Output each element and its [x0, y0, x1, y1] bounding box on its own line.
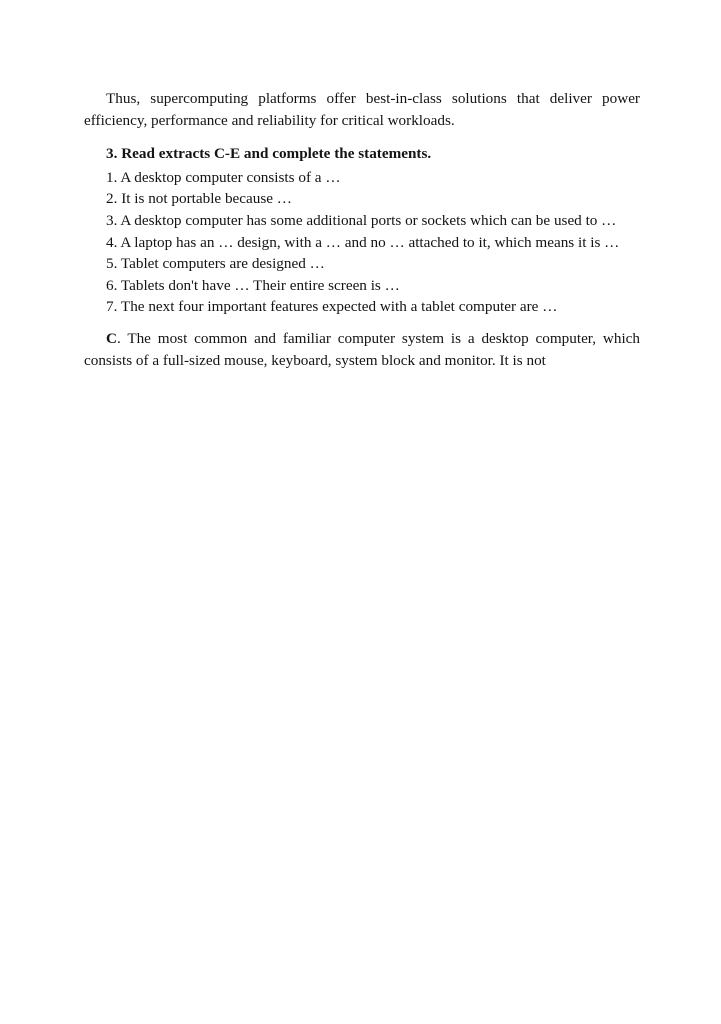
extract-c [84, 328, 640, 371]
task-item: 7. The next four important features expected with a tablet computer are … [106, 298, 558, 316]
task-item: 6. Tablets don't have … Their entire screen is … [106, 276, 400, 294]
intro-paragraph: Thus, supercomputing platforms offer best-in-class solutions that deliver power efficiency, performance and reliability for critical workloads. [84, 90, 640, 129]
task-item: 3. A desktop computer has some additional ports or sockets which can be used to … [106, 211, 617, 229]
task-heading: 3. Read extracts C-E and complete the statements. [106, 145, 432, 163]
task-item: 4. A laptop has an … design, with a … and no … attached to it, which means it is … [106, 233, 620, 251]
task-item: 5. Tablet computers are designed … [106, 255, 325, 273]
extract-c-text-1: . The most common and familiar computer system is a desktop computer, which consists of a full-sized mouse, keyboard, system block and monitor. It is not [84, 329, 640, 369]
document-page [84, 88, 640, 371]
task-item: 2. It is not portable because … [106, 190, 292, 208]
task-list [84, 167, 640, 318]
extract-c-first-line [84, 328, 640, 371]
task-item: 1. A desktop computer consists of a … [106, 168, 341, 186]
extract-c-letter: C [106, 329, 117, 347]
